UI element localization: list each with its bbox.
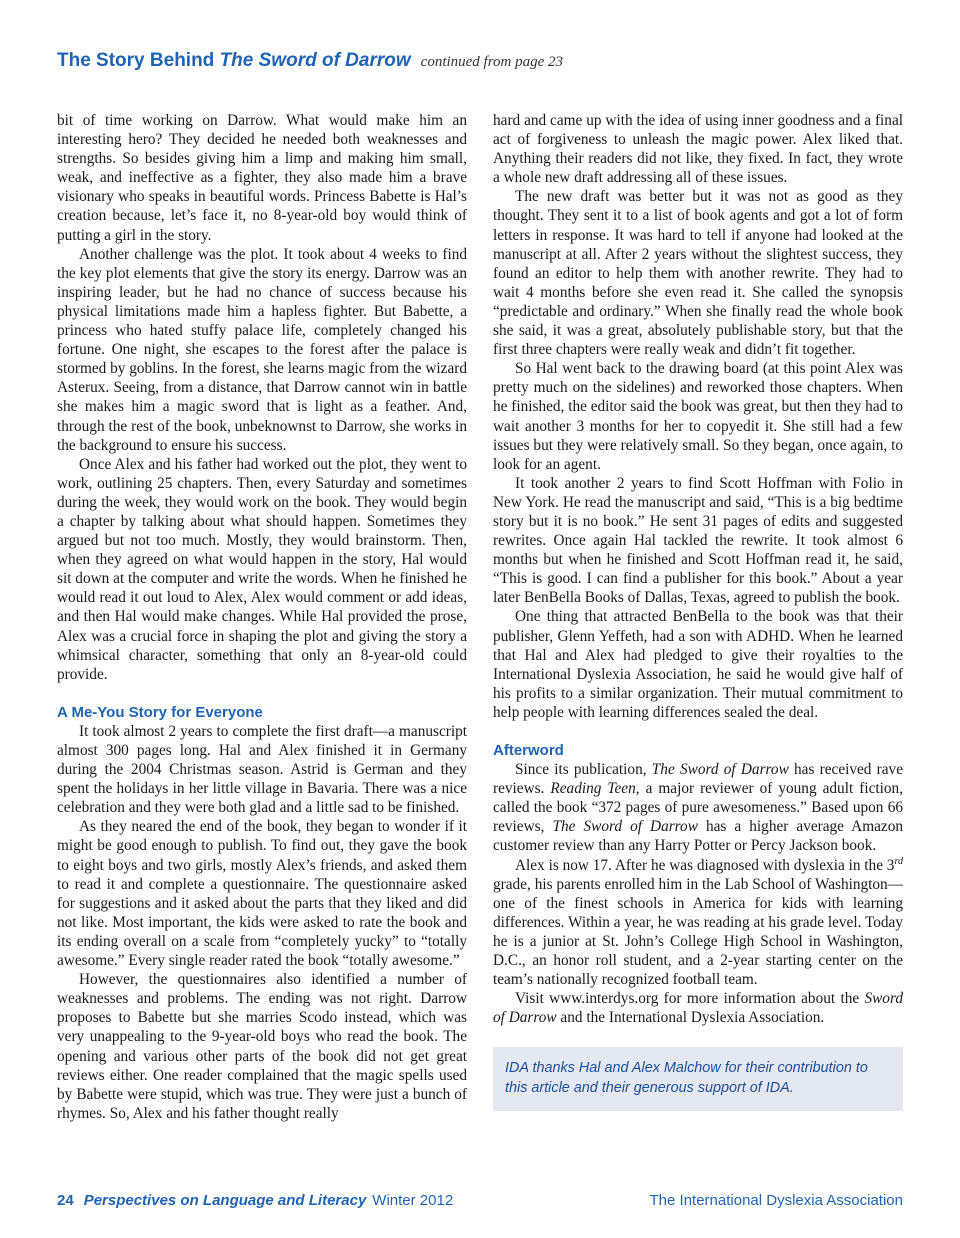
paragraph: It took another 2 years to find Scott Hoffman with Folio in New York. He read the manuscript and said, “This is a big bedtime story but it is no book.” He sent 31 pages of edits and suggested rewrites. Once again Hal tackled the rewrite. It took almost 6 months but when he finished and Scott Hoffman read it, he said, “This is good. I can find a publisher for this book.” About a year later BenBella Books of Dallas, Texas, agreed to publish the book. [493,474,903,607]
text-run: has a higher average Amazon customer review than any Harry Potter or Percy Jackson book. [493,818,903,855]
acknowledgment-callout: IDA thanks Hal and Alex Malchow for their contribution to this article and their generous support of IDA. [493,1047,903,1111]
paragraph: The new draft was better but it was not as good as they thought. They sent it to a list of book agents and got a lot of form letters in response. It was hard to tell if anyone had looked at the manuscript at all. After 2 years without the slightest success, they found an editor to help them with another rewrite. They had to wait 4 months before she even read it. She called the synopsis “predictable and ordinary.” When she finally read the whole book she said, it was a great, absolutely publishable story, but that the first three chapters were really weak and didn’t fit together. [493,188,903,359]
paragraph [493,856,903,990]
text-run: Visit www.interdys.org for more information about the [515,990,865,1008]
text-run: has received rave reviews. [493,761,903,798]
book-title: Sword of Darrow [493,990,903,1027]
paragraph: Once Alex and his father had worked out the plot, they went to work, outlining 25 chapters. Then, every Saturday and sometimes during the week, they would work on the book. They would begin a chapter by talking about what should happen. Sometimes they argued but not too much. Mostly, they would brainstorm. Then, when they agreed on what would happen in the story, Hal would sit down at the computer and write the words. When he finished he would read it out loud to Alex, Alex would comment or add ideas, and then Hal would make changes. While Hal provided the prose, Alex was a crucial force in shaping the plot and giving the story a whimsical character, something that only an 8-year-old could provide. [57,455,467,683]
paragraph: Another challenge was the plot. It took about 4 weeks to find the key plot elements that give the story its energy. Darrow was an inspiring leader, but he had no chance of success because his physical limitations made him a hapless fighter. But Babette, a princess who hated stuffy palace life, completely changed his fortune. One night, she escapes to the forest after the palace is stormed by goblins. In the forest, she learns magic from the wizard Asterux. Seeing, from a distance, that Darrow cannot win in battle she makes him a magic sword that is light as a feather. And, through the rest of the book, unbeknownst to Darrow, she works in the background to ensure his success. [57,245,467,454]
section-heading: Afterword [493,742,564,759]
left-column [57,111,467,1123]
journal-title: Perspectives on Language and Literacy [83,1192,367,1209]
text-run: grade, his parents enrolled him in the Lab School of Washington—one of the finest schools in America for kids with learning differences. Within a year, he was reading at his grade level. Today he is a junior at St. John’s College High School in Washington, D.C., an honor roll student, and a 2-year starting center on the team’s nationally recognized football team. [493,875,903,989]
ordinal-suffix: rd [894,855,903,867]
paragraph [493,989,903,1027]
paragraph: hard and came up with the idea of using inner goodness and a final act of forgiveness to unleash the magic power. Alex liked that. Anything their readers did not like, they fixed. In fact, they wrote a whole new draft addressing all of these issues. [493,112,903,187]
paragraph: bit of time working on Darrow. What would make him an interesting hero? They decided he needed both weaknesses and strengths. So besides giving him a limp and making him small, weak, and ineffective as a fighter, they also made him a brave visionary who speaks in beautiful words. Princess Babette is Hal’s creation because, let’s face it, no 8-year-old boy would think of putting a girl in the story. [57,112,467,244]
paragraph: As they neared the end of the book, they began to wonder if it might be good enough to publish. To find out, they gave the book to eight boys and two girls, mostly Alex’s friends, and asked them to read it and complete a questionnaire. The questionnaire asked for suggestions and it asked about the parts that they liked and did not like. Most important, the kids were asked to rate the book and its ending overall on a scale from “completely yucky” to “totally awesome.” Every single reader rated the book “totally awesome.” [57,818,467,970]
article-title [57,50,411,71]
continued-note: continued from page 23 [420,54,563,70]
right-column [493,111,903,1111]
paragraph: One thing that attracted BenBella to the book was that their publisher, Glenn Yeffeth, had a son with ADHD. When he learned that Hal and Alex had pledged to give their royalties to the International Dyslexia Association, he said he would give half of his profits to a similar organization. Their mutual commitment to help people with learning differences sealed the deal. [493,608,903,721]
section-heading: A Me-You Story for Everyone [57,703,263,721]
text-run: and the International Dyslexia Association. [556,1009,825,1027]
paragraph: So Hal went back to the drawing board (at this point Alex was pretty much on the sidelines) and reworked those chapters. When he finished, the editor said the book was great, but then they had to wait another 3 months for her to copyedit it. She still had a few issues but they were relatively small. So they began, once again, to look for an agent. [493,360,903,473]
text-run: Since its publication, [515,761,652,779]
book-title: The Sword of Darrow [651,761,789,779]
page-number: 24 [57,1192,74,1209]
text-run: Alex is now 17. After he was diagnosed with dyslexia in the 3 [515,856,895,874]
article-title-prefix: The Story Behind [57,50,220,71]
issue-label: Winter 2012 [372,1192,454,1209]
page-footer [57,1192,903,1209]
paragraph: However, the questionnaires also identified a number of weaknesses and problems. The ending was not right. Darrow proposes to Babette but she marries Scodo instead, which was very unappealing to the 9-year-old boys who read the book. The opening and various other parts of the book did not get great reviews either. One reader complained that the magic spells used by Babette were stupid, which was true. They were just a bunch of rhymes. So, Alex and his father thought really [57,971,467,1122]
publication-title: Reading Teen [550,780,636,798]
paragraph: It took almost 2 years to complete the first draft—a manuscript almost 300 pages long. Hal and Alex finished it in Germany during the 2004 Christmas season. Astrid is German and they spent the holidays in her little village in Bavaria. There was a nice celebration and they were both glad and a little sad to be finished. [57,722,467,817]
book-title: The Sword of Darrow [552,818,698,836]
organization-name: The International Dyslexia Association [649,1192,903,1209]
text-run: , a major reviewer of young adult fiction, called the book “372 pages of pure awesomeness.” Based upon 66 reviews, [493,780,903,836]
article-title-book: The Sword of Darrow [219,50,411,71]
paragraph [493,760,903,855]
page-header [57,50,907,72]
